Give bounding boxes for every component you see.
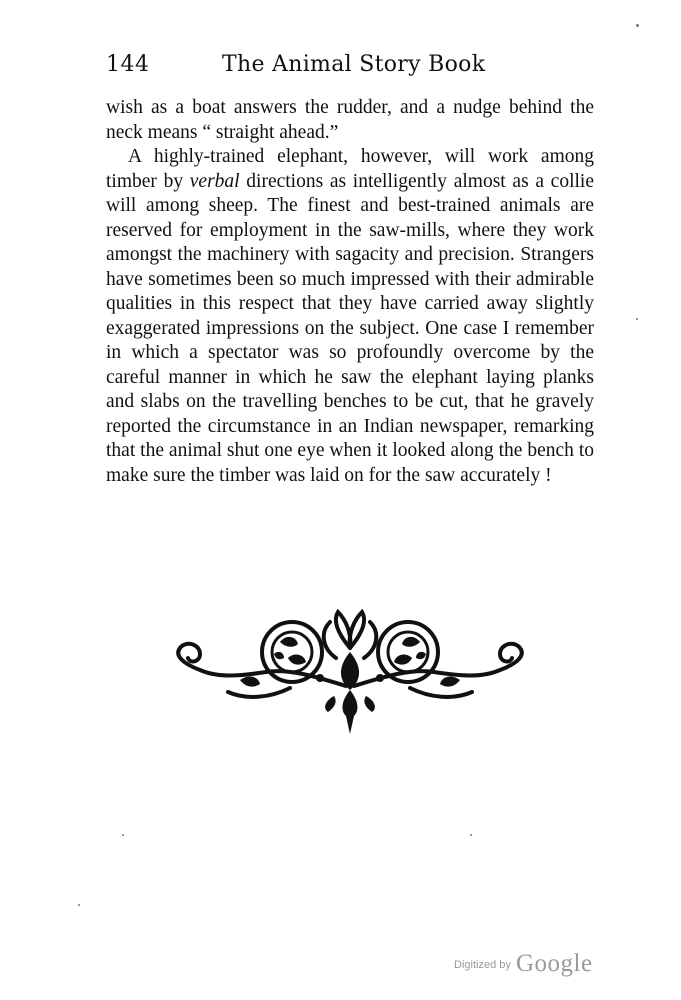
- scan-speck: [636, 318, 638, 320]
- paragraph-2-italic-word: verbal: [189, 170, 240, 192]
- body-text: [106, 96, 594, 488]
- scan-speck: [636, 24, 639, 27]
- scan-speck: [470, 834, 472, 836]
- paragraph-2: [106, 145, 594, 488]
- digitized-label: Digitized by: [454, 959, 511, 971]
- floral-scroll-ornament-icon: [170, 608, 530, 740]
- running-title: The Animal Story Book: [222, 52, 486, 77]
- digitized-by-google-watermark: [454, 950, 593, 984]
- google-wordmark: Google: [515, 950, 593, 977]
- paragraph-2-rest: directions as intelligently almost as a collie will among sheep. The finest and best-trained animals are reserved for employment in the saw-mills, where they work amongst the machinery with sagacity and precision. Strangers have sometimes been so much impressed with their admirable qualities in this respect that they have carried away slightly exaggerated impressions on the subject. One case I remember in which a spectator was so profoundly overcome by the careful manner in which he saw the elephant laying planks and slabs on the travelling benches to be cut, that he gravely reported the circumstance in an Indian newspaper, remarking that the animal shut one eye when it looked along the bench to make sure the timber was laid on for the saw accurately !: [106, 170, 594, 486]
- scan-speck: [122, 834, 124, 836]
- paragraph-2-start: A highly-trained elephant, however, will work among timber by: [106, 146, 594, 192]
- running-head: [106, 52, 594, 82]
- scan-speck: [78, 904, 80, 906]
- page-number: 144: [106, 52, 150, 77]
- paragraph-1: wish as a boat answers the rudder, and a nudge behind the neck means “ straight ahead.”: [106, 97, 594, 143]
